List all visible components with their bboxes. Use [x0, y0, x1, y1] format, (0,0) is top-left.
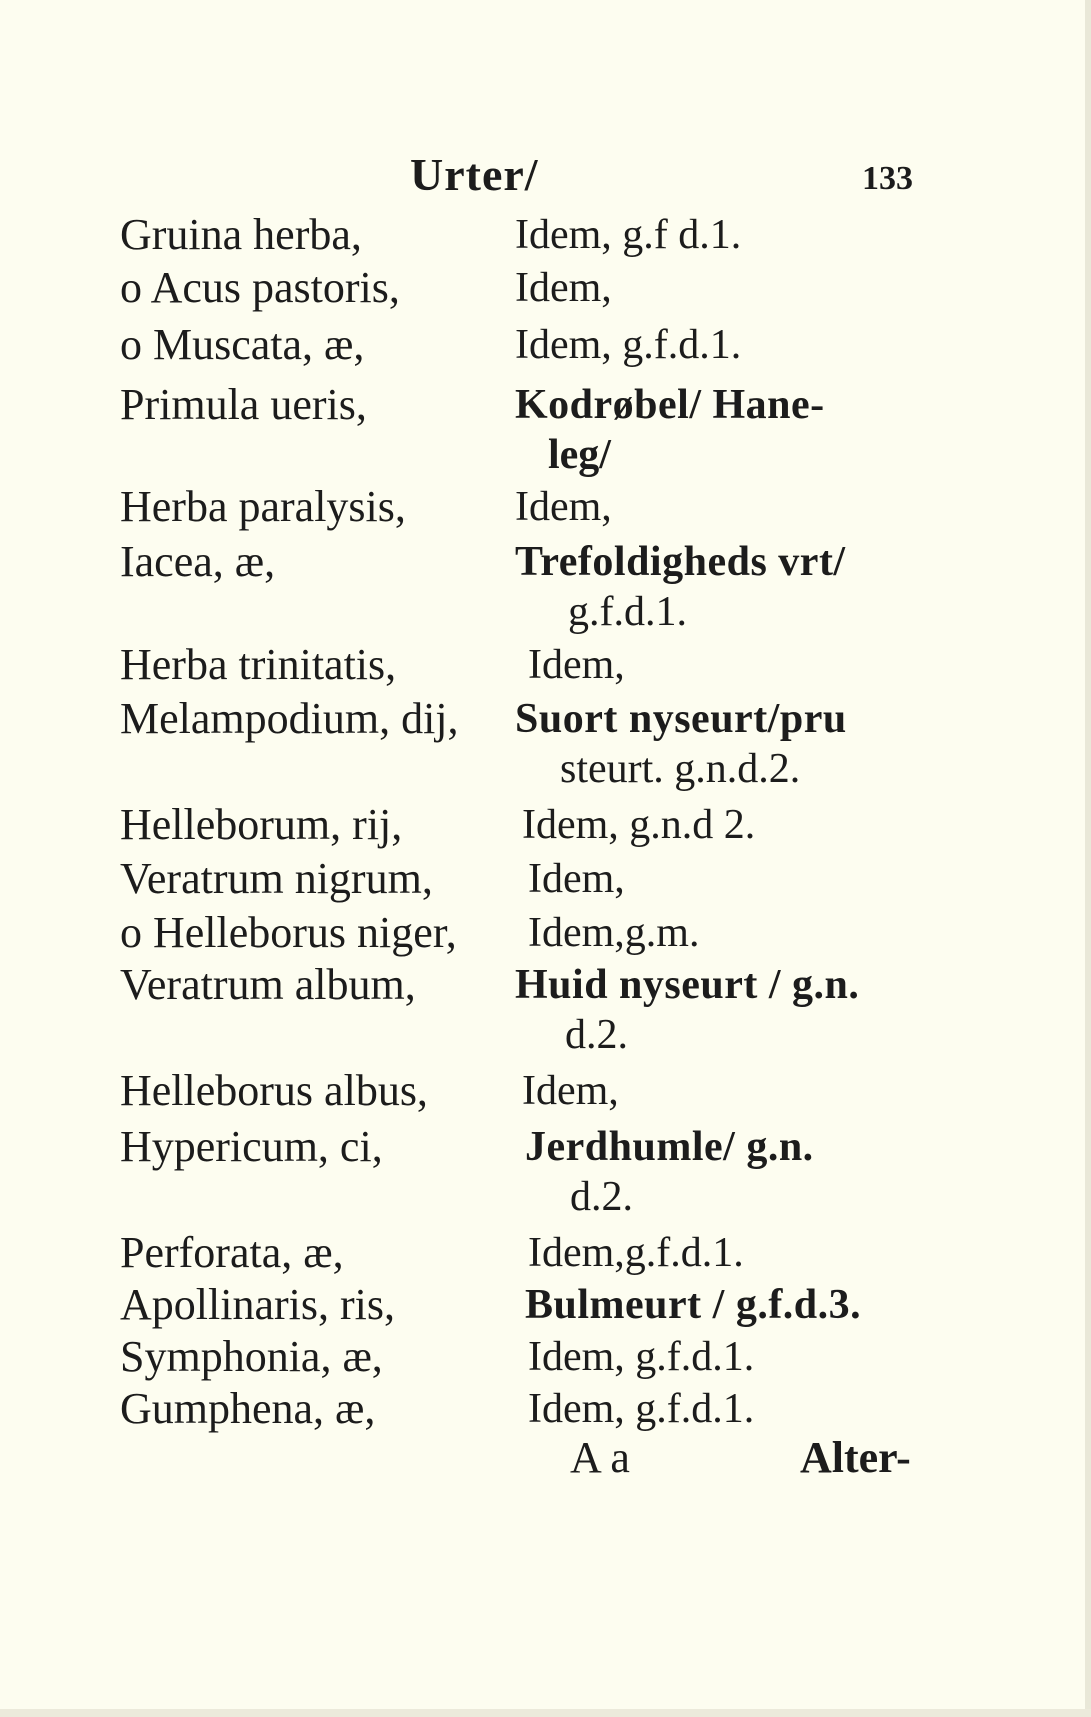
entry-lemma: Perforata, æ, [120, 1228, 344, 1277]
entry-lemma: Veratrum nigrum, [120, 854, 433, 903]
running-head: Urter/ [410, 149, 539, 200]
entry-gloss: Idem, g.n.d 2. [522, 802, 756, 848]
entry-lemma: Symphonia, æ, [120, 1332, 383, 1381]
entry-gloss-continuation: d.2. [565, 1012, 628, 1058]
entry-gloss: Idem, [515, 265, 612, 311]
entry-gloss: Jerdhumle/ g.n. [525, 1124, 814, 1170]
entry-gloss: Idem, g.f.d.1. [528, 1334, 755, 1380]
entry-lemma: Helleborum, rij, [120, 800, 403, 849]
entry-gloss: Kodrøbel/ Hane- [515, 382, 825, 428]
entry-gloss: Idem, [528, 856, 625, 902]
entry-gloss: Idem, [528, 642, 625, 688]
entry-lemma: Melampodium, dij, [120, 694, 459, 743]
entry-lemma: Primula ueris, [120, 380, 367, 429]
page-header [0, 148, 1091, 208]
entry-gloss: Idem,g.m. [528, 910, 700, 956]
entry-gloss: Idem, [522, 1068, 619, 1114]
entry-gloss: Idem, g.f.d.1. [515, 322, 742, 368]
entry-gloss-continuation: steurt. g.n.d.2. [560, 746, 801, 792]
entry-gloss: Trefoldigheds vrt/ [515, 539, 846, 585]
entry-lemma: o Muscata, æ, [120, 320, 365, 369]
entry-lemma: Gumphena, æ, [120, 1384, 376, 1433]
entry-lemma: o Acus pastoris, [120, 263, 400, 312]
entry-gloss: Idem, g.f.d.1. [528, 1386, 755, 1432]
entry-lemma: Gruina herba, [120, 210, 362, 259]
entry-gloss: Huid nyseurt / g.n. [515, 962, 860, 1008]
entry-gloss-continuation: d.2. [570, 1174, 633, 1220]
entry-lemma: Herba paralysis, [120, 482, 406, 531]
signature-mark: A a [570, 1433, 630, 1482]
entry-gloss: Bulmeurt / g.f.d.3. [525, 1282, 862, 1328]
page-number: 133 [862, 160, 913, 197]
entry-lemma: o Helleborus niger, [120, 908, 457, 957]
entry-lemma: Veratrum album, [120, 960, 416, 1009]
entry-lemma: Iacea, æ, [120, 537, 276, 586]
catchword: Alter- [800, 1433, 911, 1482]
entry-lemma: Herba trinitatis, [120, 640, 397, 689]
entry-gloss-continuation: leg/ [548, 432, 611, 478]
entry-lemma: Helleborus albus, [120, 1066, 428, 1115]
entry-gloss-continuation: g.f.d.1. [568, 589, 687, 635]
entry-gloss: Suort nyseurt/pru [515, 696, 847, 742]
page-footer [0, 1432, 1091, 1488]
entry-lemma: Hypericum, ci, [120, 1122, 383, 1171]
entry-gloss: Idem, g.f d.1. [515, 212, 742, 258]
entry-gloss: Idem, [515, 484, 612, 530]
entry-gloss: Idem,g.f.d.1. [528, 1230, 744, 1276]
scan-edge-bottom [0, 1709, 1091, 1717]
entry-lemma: Apollinaris, ris, [120, 1280, 395, 1329]
